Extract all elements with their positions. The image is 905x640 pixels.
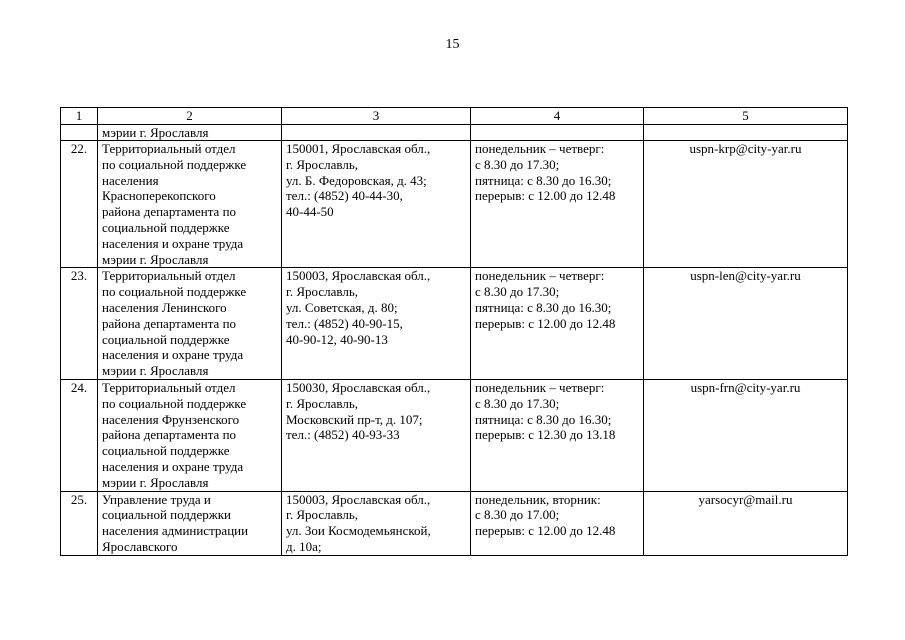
table-row [61, 268, 848, 380]
cell-line: населения администрации [102, 523, 249, 539]
cell-email: uspn-frn@city-yar.ru [644, 379, 848, 491]
column-header-organization: 2 [98, 108, 282, 125]
cell-address [282, 141, 471, 268]
cell-line: населения и охране труда [102, 235, 244, 251]
cell-email: uspn-krp@city-yar.ru [644, 141, 848, 268]
cell-line: населения Фрунзенского [102, 411, 240, 427]
cell-number [61, 125, 98, 141]
cell-line: Красноперекопского [102, 188, 216, 204]
cell-email [644, 125, 848, 141]
cell-organization [98, 491, 282, 555]
cell-line: социальной поддержке [102, 219, 230, 235]
cell-line: мэрии г. Ярославля [102, 251, 209, 267]
cell-address [282, 268, 471, 380]
cell-line: района департамента по [102, 204, 237, 220]
cell-address [282, 491, 471, 555]
cell-line: по социальной поддержке [102, 156, 247, 172]
cell-line: г. Ярославль, [286, 507, 359, 523]
cell-line: перерыв: с 12.30 до 13.18 [475, 427, 616, 443]
cell-line: мэрии г. Ярославля [102, 125, 209, 140]
cell-address [282, 125, 471, 141]
cell-email: yarsocyr@mail.ru [644, 491, 848, 555]
table-row [61, 491, 848, 555]
cell-line: понедельник – четверг: [475, 379, 605, 395]
cell-line: с 8.30 до 17.30; [475, 156, 560, 172]
cell-address [282, 379, 471, 491]
cell-line: 150030, Ярославская обл., [286, 379, 431, 395]
table-row [61, 141, 848, 268]
cell-line: 40-90-12, 40-90-13 [286, 331, 388, 347]
cell-line: понедельник, вторник: [475, 491, 601, 507]
cell-line: Территориальный отдел [102, 379, 236, 395]
cell-organization [98, 268, 282, 380]
cell-line: района департамента по [102, 427, 237, 443]
cell-line: Московский пр-т, д. 107; [286, 411, 423, 427]
cell-line: с 8.30 до 17.00; [475, 507, 560, 523]
cell-line: мэрии г. Ярославля [102, 474, 209, 490]
cell-line: социальной поддержке [102, 443, 230, 459]
cell-line: по социальной поддержке [102, 395, 247, 411]
cell-line: перерыв: с 12.00 до 12.48 [475, 523, 616, 539]
cell-line: Территориальный отдел [102, 141, 236, 156]
cell-line: ул. Зои Космодемьянской, [286, 523, 431, 539]
cell-organization [98, 125, 282, 141]
cell-line: понедельник – четверг: [475, 268, 605, 284]
cell-line: 150003, Ярославская обл., [286, 491, 431, 507]
table-row [61, 379, 848, 491]
cell-line: г. Ярославль, [286, 284, 359, 300]
cell-line: пятница: с 8.30 до 16.30; [475, 172, 612, 188]
cell-line: социальной поддержке [102, 331, 230, 347]
cell-line: перерыв: с 12.00 до 12.48 [475, 188, 616, 204]
cell-line: по социальной поддержке [102, 284, 247, 300]
cell-line: населения и охране труда [102, 458, 244, 474]
cell-organization [98, 379, 282, 491]
cell-line: с 8.30 до 17.30; [475, 395, 560, 411]
cell-line: района департамента по [102, 315, 237, 331]
cell-line: Управление труда и [102, 491, 211, 507]
cell-hours [471, 141, 644, 268]
cell-number: 24. [61, 379, 98, 491]
cell-line: 150001, Ярославская обл., [286, 141, 431, 156]
cell-line: 150003, Ярославская обл., [286, 268, 431, 284]
cell-line: тел.: (4852) 40-44-30, [286, 188, 403, 204]
cell-number: 25. [61, 491, 98, 555]
cell-email: uspn-len@city-yar.ru [644, 268, 848, 380]
column-header-address: 3 [282, 108, 471, 125]
cell-number: 23. [61, 268, 98, 380]
column-header-email: 5 [644, 108, 848, 125]
cell-line: Ярославского [102, 538, 178, 554]
table-header-row [61, 108, 848, 125]
column-header-number: 1 [61, 108, 98, 125]
cell-line: г. Ярославль, [286, 156, 359, 172]
table-row-continuation [61, 125, 848, 141]
cell-line: Территориальный отдел [102, 268, 236, 284]
cell-line: тел.: (4852) 40-93-33 [286, 427, 400, 443]
cell-line: тел.: (4852) 40-90-15, [286, 315, 403, 331]
cell-line: перерыв: с 12.00 до 12.48 [475, 315, 616, 331]
cell-line: населения [102, 172, 159, 188]
cell-organization [98, 141, 282, 268]
cell-line: с 8.30 до 17.30; [475, 284, 560, 300]
cell-line: 40-44-50 [286, 204, 334, 220]
cell-line: ул. Б. Федоровская, д. 43; [286, 172, 427, 188]
cell-line: понедельник – четверг: [475, 141, 605, 156]
cell-line: населения и охране труда [102, 347, 244, 363]
cell-line: социальной поддержки [102, 507, 231, 523]
page-number: 15 [445, 37, 460, 52]
cell-line: д. 10а; [286, 538, 322, 554]
cell-line: г. Ярославль, [286, 395, 359, 411]
cell-hours [471, 125, 644, 141]
cell-line: пятница: с 8.30 до 16.30; [475, 411, 612, 427]
offices-table [60, 107, 848, 556]
cell-line: населения Ленинского [102, 299, 227, 315]
column-header-hours: 4 [471, 108, 644, 125]
cell-line: мэрии г. Ярославля [102, 363, 209, 379]
cell-hours [471, 491, 644, 555]
cell-line: пятница: с 8.30 до 16.30; [475, 299, 612, 315]
cell-line: ул. Советская, д. 80; [286, 299, 398, 315]
cell-hours [471, 379, 644, 491]
cell-hours [471, 268, 644, 380]
cell-number: 22. [61, 141, 98, 268]
